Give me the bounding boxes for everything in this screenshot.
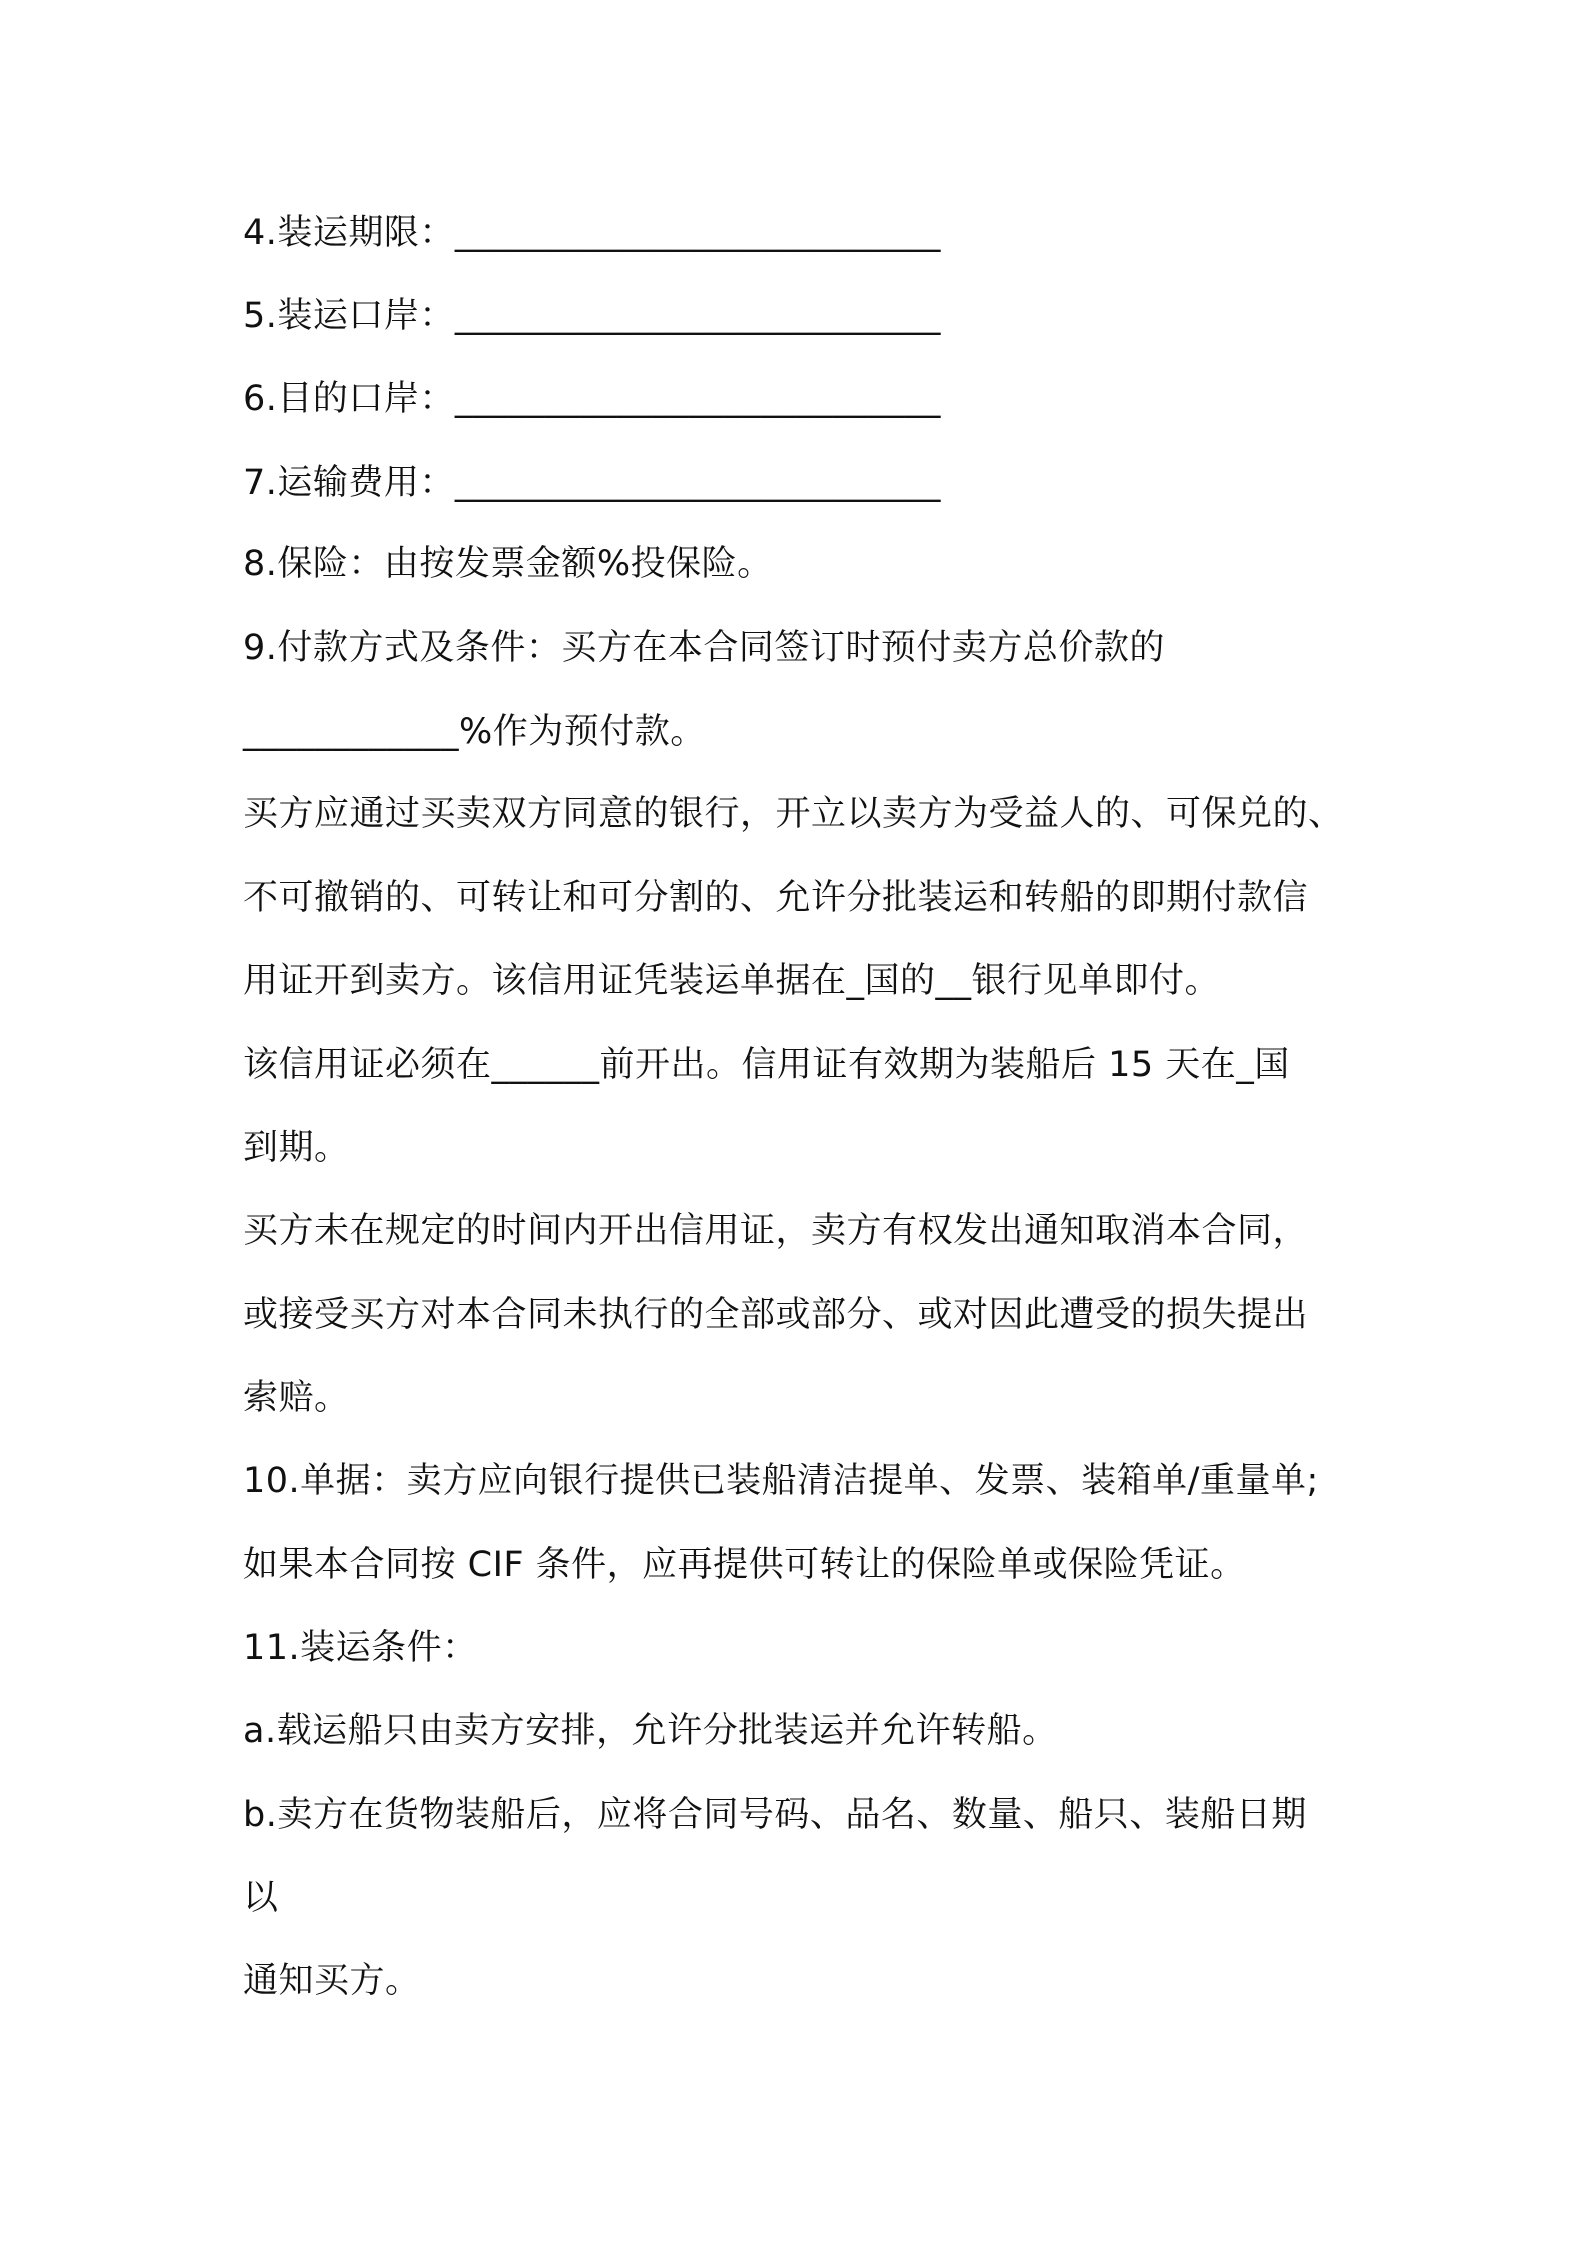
- paragraph-lc-line-2: 不可撤销的、可转让和可分割的、允许分批装运和转船的即期付款信: [243, 878, 1309, 918]
- clause-shipment-b-line-3: 通知买方。: [243, 1961, 421, 2001]
- clause-payment-terms-cont: ____________%作为预付款。: [243, 712, 706, 752]
- clause-shipment-conditions: 11.装运条件：: [243, 1628, 478, 1668]
- clause-shipment-period: 4.装运期限：___________________________: [243, 213, 941, 253]
- paragraph-lc-validity-line-1: 该信用证必须在______前开出。信用证有效期为装船后 15 天在_国: [243, 1045, 1290, 1085]
- paragraph-cancel-line-2: 或接受买方对本合同未执行的全部或部分、或对因此遭受的损失提出: [243, 1295, 1309, 1335]
- clause-shipment-b-line-2: 以: [243, 1878, 279, 1918]
- clause-payment-terms: 9.付款方式及条件：买方在本合同签订时预付卖方总价款的: [243, 628, 1165, 668]
- clause-freight: 7.运输费用：___________________________: [243, 463, 941, 503]
- clause-documents-line-2: 如果本合同按 CIF 条件，应再提供可转让的保险单或保险凭证。: [243, 1545, 1246, 1585]
- clause-documents-line-1: 10.单据：卖方应向银行提供已装船清洁提单、发票、装箱单/重量单;: [243, 1461, 1319, 1501]
- clause-port-of-destination: 6.目的口岸：___________________________: [243, 379, 941, 419]
- paragraph-cancel-line-3: 索赔。: [243, 1378, 350, 1418]
- paragraph-lc-line-3: 用证开到卖方。该信用证凭装运单据在_国的__银行见单即付。: [243, 961, 1221, 1001]
- clause-shipment-b-line-1: b.卖方在货物装船后，应将合同号码、品名、数量、船只、装船日期: [243, 1795, 1307, 1835]
- paragraph-lc-validity-line-2: 到期。: [243, 1128, 350, 1168]
- clause-shipment-a: a.载运船只由卖方安排，允许分批装运并允许转船。: [243, 1711, 1058, 1751]
- paragraph-cancel-line-1: 买方未在规定的时间内开出信用证，卖方有权发出通知取消本合同，: [243, 1211, 1309, 1251]
- paragraph-lc-line-1: 买方应通过买卖双方同意的银行，开立以卖方为受益人的、可保兑的、: [243, 794, 1344, 834]
- clause-port-of-loading: 5.装运口岸：___________________________: [243, 296, 941, 336]
- clause-insurance: 8.保险：由按发票金额%投保险。: [243, 544, 773, 584]
